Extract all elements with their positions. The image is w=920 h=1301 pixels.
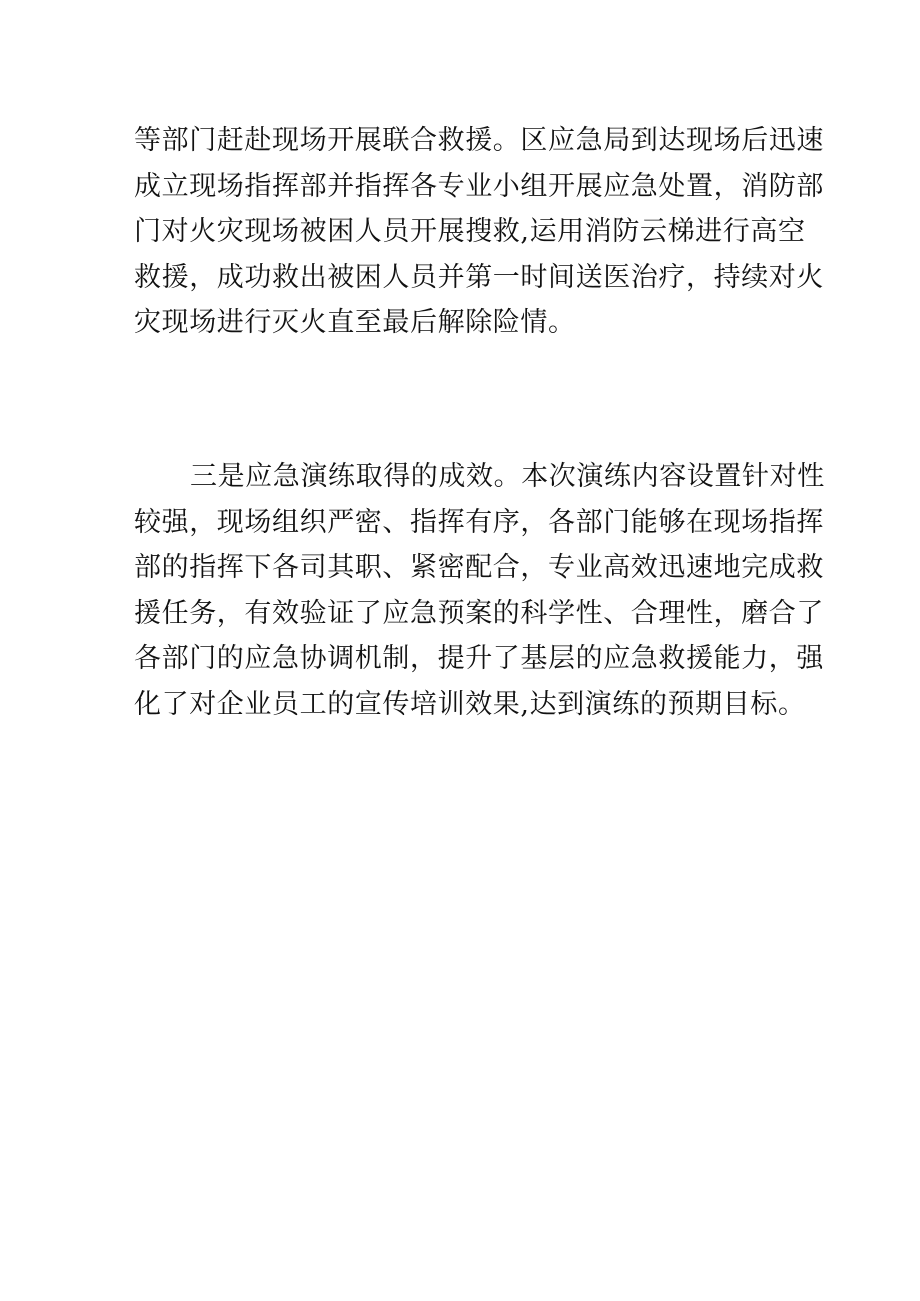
paragraph-line: 各部门的应急协调机制，提升了基层的应急救援能力，强 <box>134 643 824 675</box>
paragraph-first-line: 三是应急演练取得的成效。本次演练内容设置针对性 <box>190 461 825 492</box>
paragraph-line: 部的指挥下各司其职、紧密配合，专业高效迅速地完成救 <box>134 552 824 584</box>
paragraph-line: 门对火灾现场被困人员开展搜救,运用消防云梯进行高空 <box>134 216 806 248</box>
paragraph-line: 化了对企业员工的宣传培训效果,达到演练的预期目标。 <box>134 688 806 720</box>
paragraph-line: 救援，成功救出被困人员并第一时间送医治疗，持续对火 <box>134 261 824 293</box>
paragraph-line: 援任务，有效验证了应急预案的科学性、合理性，磨合了 <box>134 597 824 629</box>
paragraph-line: 成立现场指挥部并指挥各专业小组开展应急处置，消防部 <box>134 170 824 202</box>
paragraph-line: 等部门赶赴现场开展联合救援。区应急局到达现场后迅速 <box>134 125 824 156</box>
paragraph-drill-results <box>134 454 825 728</box>
paragraph-line: 灾现场进行灭火直至最后解除险情。 <box>134 307 576 339</box>
paragraph-rescue-process <box>134 118 824 346</box>
paragraph-line: 较强，现场组织严密、指挥有序，各部门能够在现场指挥 <box>134 506 824 538</box>
